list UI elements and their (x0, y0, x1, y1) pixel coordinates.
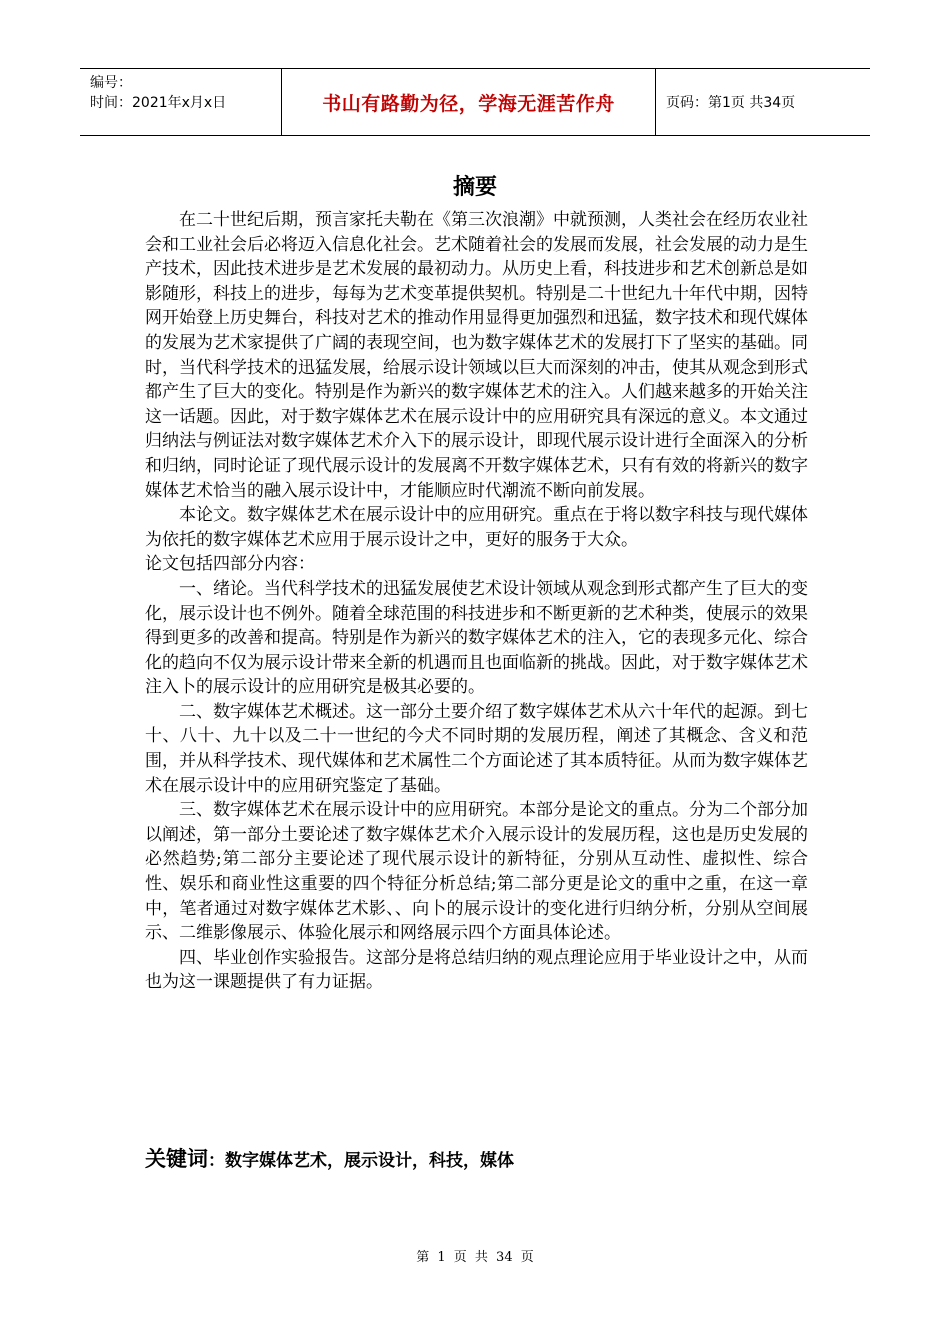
header-motto: 书山有路勤为径，学海无涯苦作舟 (282, 69, 656, 135)
page-header (80, 68, 870, 136)
header-page-info: 页码：第1页 共34页 (666, 95, 796, 111)
paragraph-part-3: 三、数字媒体艺术在展示设计中的应用研究。本部分是论文的重点。分为二个部分加以阐述，第一部分土要论述了数字媒体艺术介入展示设计的发展历程，这也是历史发展的必然趋势;第二部分主要论述了现代展示设计的新特征，分别从互动性、虚拟性、综合性、娱乐和商业性这重要的四个特征分析总结;第二部分更是论文的重中之重，在这一章中，笔者通过对数字媒体艺术影、、向卜的展示设计的变化进行归纳分析，分别从空间展示、二维影像展示、体验化展示和网络展示四个方面具体论述。 (145, 800, 808, 944)
header-meta (80, 69, 282, 135)
paragraph-part-1: 一、绪论。当代科学技术的迅猛发展使艺术设计领域从观念到形式都产生了巨大的变化，展示设计也不例外。随着全球范围的科技进步和不断更新的艺术种类，使展示的效果得到更多的改善和提高。特别是作为新兴的数字媒体艺术的注入，它的表现多元化、综合化的趋向不仅为展示设计带来全新的机遇而且也面临新的挑战。因此，对于数字媒体艺术注入卜的展示设计的应用研究是极其必要的。 (145, 578, 808, 698)
paragraph-part-4: 四、毕业创作实验报告。这部分是将总结归纳的观点理论应用于毕业设计之中，从而也为这一课题提供了有力证据。 (145, 947, 808, 993)
paragraph-focus: 本论文。数字媒体艺术在展示设计中的应用研究。重点在于将以数字科技与现代媒体为依托的数字媒体艺术应用于展示设计之中，更好的服务于大众。 (145, 505, 808, 550)
paragraph-part-2: 二、数字媒体艺术概述。这一部分土要介绍了数字媒体艺术从六十年代的起源。到七十、八十、九十以及二十一世纪的今犬不同时期的发展历程，阐述了其概念、含义和范围，并从科学技术、现代媒体和艺术属性二个方面论述了其本质特征。从而为数字媒体艺术在展示设计中的应用研究鉴定了基础。 (145, 701, 808, 796)
keywords-text: ：数字媒体艺术，展示设计，科技，媒体 (208, 1151, 514, 1171)
keywords (145, 1143, 514, 1173)
time-label: 时间：2021年x月x日 (90, 95, 227, 111)
paragraph-outline: 论文包括四部分内容： (145, 554, 315, 575)
keywords-label: 关键词 (145, 1147, 208, 1171)
page-footer: 第 1 页 共 34 页 (416, 1250, 534, 1265)
paragraph-intro: 在二十世纪后期，预言家托夫勒在《第三次浪潮》中就预测，人类社会在经历农业社会和工业社会后必将迈入信息化社会。艺术随着社会的发展而发展，社会发展的动力是生产技术，因此技术进步是艺术发展的最初动力。从历史上看，科技进步和艺术创新总是如影随形，科技上的进步，每每为艺术变革提供契机。特别是二十世纪九十年代中期，因特网开始登上历史舞台，科技对艺术的推动作用显得更加强烈和迅猛，数字技术和现代媒体的发展为艺术家提供了广阔的表现空间，也为数字媒体艺术的发展打下了坚实的基础。同时，当代科学技术的迅猛发展，给展示设计领域以巨大而深刻的冲击，使其从观念到形式都产生了巨大的变化。特别是作为新兴的数字媒体艺术的注入。人们越来越多的开始关注这一话题。因此，对于数字媒体艺术在展示设计中的应用研究具有深远的意义。本文通过归纳法与例证法对数字媒体艺术介入下的展示设计，即现代展示设计进行全面深入的分析和归纳，同时论证了现代展示设计的发展离不开数字媒体艺术，只有有效的将新兴的数字媒体艺术恰当的融入展示设计中，才能顺应时代潮流不断向前发展。 (145, 210, 808, 501)
page-title: 摘要 (452, 175, 497, 200)
number-label: 编号： (90, 75, 132, 91)
abstract-body (145, 208, 808, 995)
